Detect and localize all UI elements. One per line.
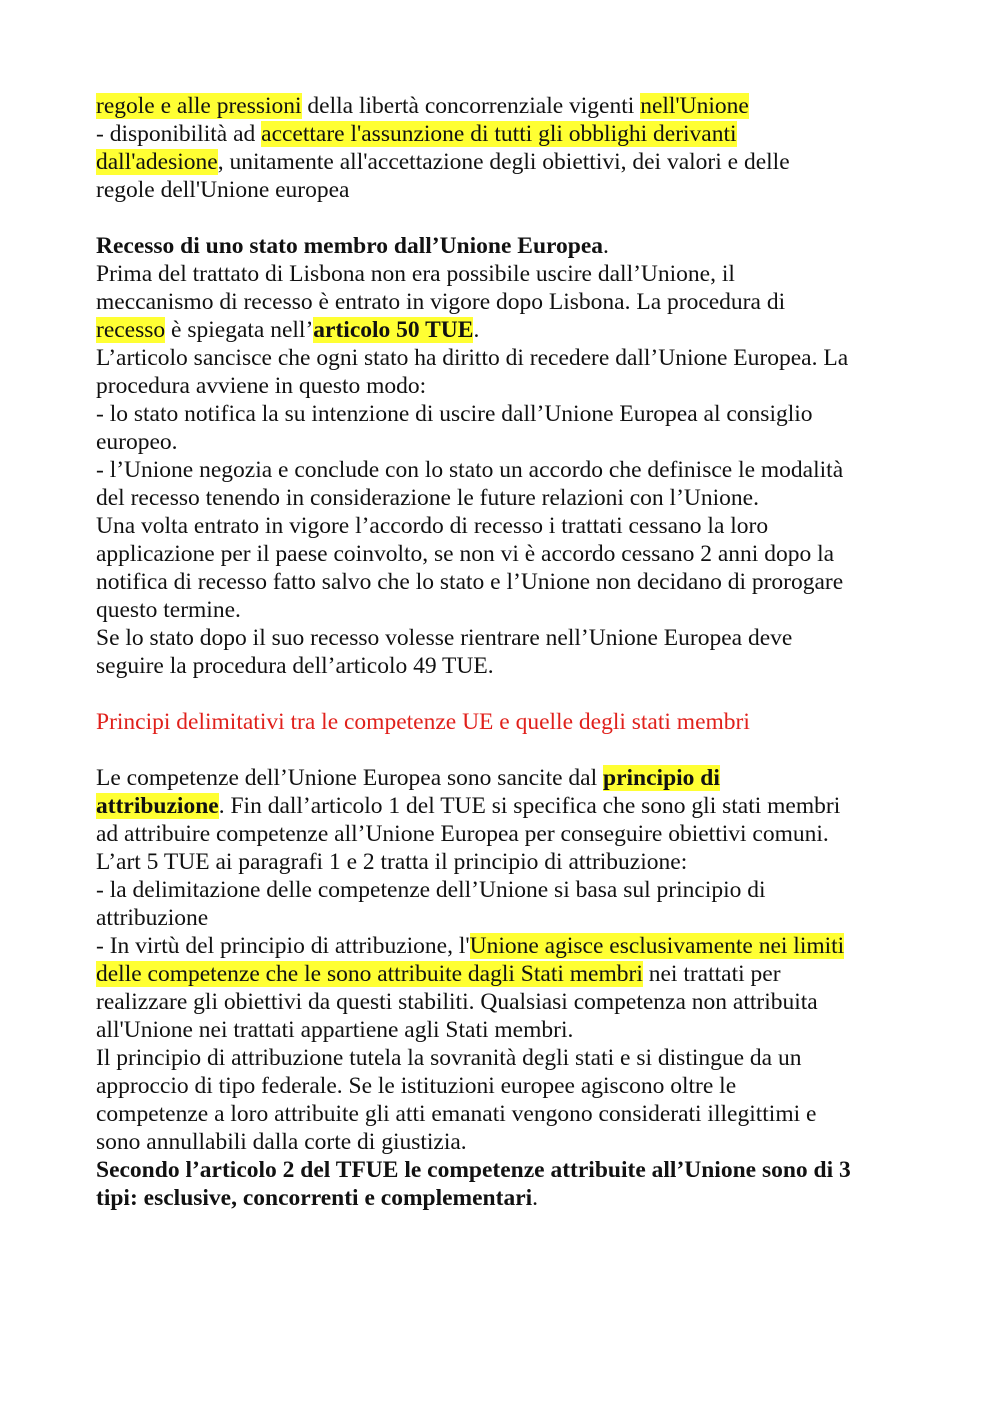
text-line — [96, 820, 916, 848]
text-run: è spiegata nell’ — [165, 317, 314, 343]
text-run: ad attribuire competenze all’Unione Europea per conseguire obiettivi comuni. — [96, 821, 829, 847]
text-run: . — [473, 317, 480, 343]
text-line — [96, 1156, 916, 1184]
highlighted-text: dall'adesione — [96, 149, 218, 175]
text-run: questo termine. — [96, 597, 241, 623]
text-line — [96, 316, 916, 344]
text-run: competenze a loro attribuite gli atti emanati vengono considerati illegittimi e — [96, 1101, 817, 1127]
text-line — [96, 372, 916, 400]
text-line — [96, 988, 916, 1016]
paragraph-gap — [96, 680, 916, 708]
text-line — [96, 176, 916, 204]
principi-heading: Principi delimitativi tra le competenze UE e quelle degli stati membri — [96, 709, 750, 735]
text-run: - la delimitazione delle competenze dell’Unione si basa sul principio di — [96, 877, 766, 903]
text-run: della libertà concorrenziale vigenti — [301, 93, 641, 119]
text-line — [96, 596, 916, 624]
text-run: L’art 5 TUE ai paragrafi 1 e 2 tratta il principio di attribuzione: — [96, 849, 688, 875]
text-run: approccio di tipo federale. Se le istituzioni europee agiscono oltre le — [96, 1073, 737, 1099]
text-run: applicazione per il paese coinvolto, se non vi è accordo cessano 2 anni dopo la — [96, 541, 835, 567]
text-run: Le competenze dell’Unione Europea sono sancite dal — [96, 765, 604, 791]
text-run: seguire la procedura dell’articolo 49 TUE. — [96, 653, 494, 679]
text-line — [96, 540, 916, 568]
text-line — [96, 484, 916, 512]
text-run: - disponibilità ad — [96, 121, 262, 147]
text-line — [96, 904, 916, 932]
text-line — [96, 120, 916, 148]
text-line — [96, 848, 916, 876]
document-page — [96, 92, 916, 1212]
text-run: Se lo stato dopo il suo recesso volesse rientrare nell’Unione Europea deve — [96, 625, 793, 651]
text-line — [96, 456, 916, 484]
text-line — [96, 1072, 916, 1100]
bold-text: tipi: esclusive, concorrenti e complementari — [96, 1185, 533, 1211]
bold-text: Secondo l’articolo 2 del TFUE le competenze attribuite all’Unione sono di 3 — [96, 1157, 851, 1183]
text-run: notifica di recesso fatto salvo che lo stato e l’Unione non decidano di prorogare — [96, 569, 844, 595]
text-run: - lo stato notifica la su intenzione di uscire dall’Unione Europea al consiglio — [96, 401, 813, 427]
text-run: meccanismo di recesso è entrato in vigore dopo Lisbona. La procedura di — [96, 289, 786, 315]
text-line — [96, 1184, 916, 1212]
text-line — [96, 1100, 916, 1128]
text-run: realizzare gli obiettivi da questi stabiliti. Qualsiasi competenza non attribuita — [96, 989, 818, 1015]
text-line — [96, 400, 916, 428]
text-run: procedura avviene in questo modo: — [96, 373, 427, 399]
text-run: attribuzione — [96, 905, 209, 931]
recesso-heading-line — [96, 232, 916, 260]
text-line — [96, 148, 916, 176]
text-line — [96, 1016, 916, 1044]
highlighted-text: principio di — [603, 765, 720, 791]
intro-paragraph — [96, 92, 916, 204]
text-line — [96, 428, 916, 456]
text-line — [96, 960, 916, 988]
text-line — [96, 932, 916, 960]
text-run: . Fin dall’articolo 1 del TUE si specifica che sono gli stati membri — [218, 793, 841, 819]
text-line — [96, 624, 916, 652]
text-line — [96, 260, 916, 288]
principi-paragraph — [96, 764, 916, 1212]
highlighted-text: attribuzione — [96, 793, 219, 819]
highlighted-text: nell'Unione — [640, 93, 749, 119]
highlighted-text: regole e alle pressioni — [96, 93, 302, 119]
text-line — [96, 652, 916, 680]
highlighted-text: Unione agisce esclusivamente nei limiti — [469, 933, 845, 959]
text-run: . — [532, 1185, 539, 1211]
text-line — [96, 512, 916, 540]
text-run: del recesso tenendo in considerazione le future relazioni con l’Unione. — [96, 485, 759, 511]
paragraph-gap — [96, 736, 916, 764]
text-run: sono annullabili dalla corte di giustizia. — [96, 1129, 467, 1155]
highlighted-text: accettare l'assunzione di tutti gli obblighi derivanti — [261, 121, 737, 147]
text-run: Una volta entrato in vigore l’accordo di recesso i trattati cessano la loro — [96, 513, 769, 539]
text-line — [96, 568, 916, 596]
text-run: Il principio di attribuzione tutela la sovranità degli stati e si distingue da un — [96, 1045, 802, 1071]
text-line — [96, 288, 916, 316]
recesso-paragraph — [96, 260, 916, 680]
recesso-heading: Recesso di uno stato membro dall’Unione Europea — [96, 233, 604, 259]
text-run: Prima del trattato di Lisbona non era possibile uscire dall’Unione, il — [96, 261, 735, 287]
text-line — [96, 344, 916, 372]
text-run: , unitamente all'accettazione degli obiettivi, dei valori e delle — [217, 149, 790, 175]
text-line — [96, 876, 916, 904]
text-run: - In virtù del principio di attribuzione, l' — [96, 933, 470, 959]
recesso-heading-period: . — [603, 233, 609, 259]
highlighted-text: recesso — [96, 317, 166, 343]
highlighted-text: articolo 50 TUE — [313, 317, 474, 343]
text-line — [96, 1044, 916, 1072]
text-line — [96, 792, 916, 820]
text-run: nei trattati per — [642, 961, 781, 987]
text-line — [96, 92, 916, 120]
text-run: all'Unione nei trattati appartiene agli Stati membri. — [96, 1017, 574, 1043]
paragraph-gap — [96, 204, 916, 232]
text-run: L’articolo sancisce che ogni stato ha diritto di recedere dall’Unione Europea. La — [96, 345, 849, 371]
text-line — [96, 1128, 916, 1156]
highlighted-text: delle competenze che le sono attribuite dagli Stati membri — [96, 961, 643, 987]
text-run: - l’Unione negozia e conclude con lo stato un accordo che definisce le modalità — [96, 457, 844, 483]
text-line — [96, 764, 916, 792]
text-run: regole dell'Unione europea — [96, 177, 350, 203]
text-run: europeo. — [96, 429, 178, 455]
